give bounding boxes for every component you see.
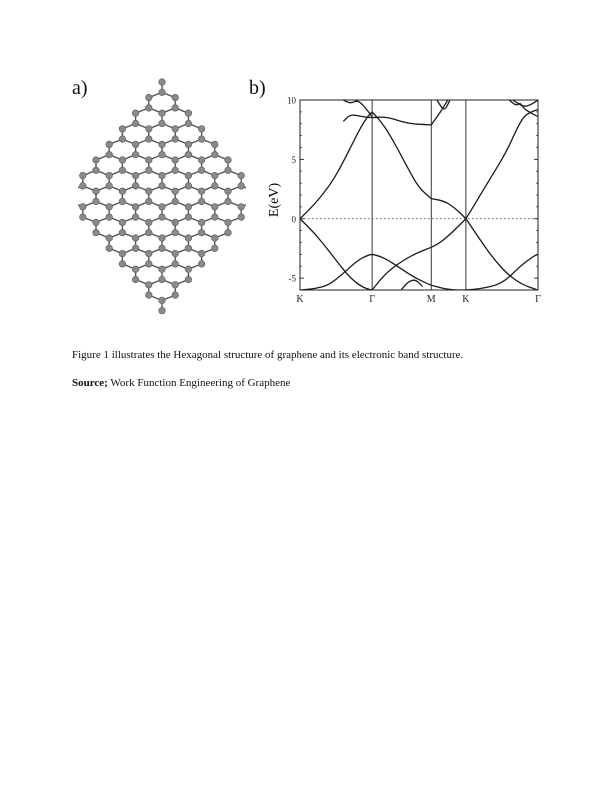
band-line-11	[343, 115, 431, 125]
chart-axes	[287, 96, 541, 306]
atom	[198, 136, 205, 143]
band-line-5	[431, 219, 466, 248]
atom	[146, 105, 153, 112]
atom	[172, 136, 179, 143]
k-point-label: Γ	[369, 294, 376, 305]
atom	[185, 204, 192, 211]
atom	[132, 204, 139, 211]
atom	[132, 110, 139, 117]
atom	[172, 219, 179, 226]
y-tick-label: 5	[291, 154, 296, 165]
k-point-label: Γ	[535, 294, 541, 305]
atom	[198, 157, 205, 164]
atom	[172, 94, 179, 101]
atom	[159, 110, 166, 117]
atom	[106, 214, 113, 221]
atom	[185, 183, 192, 190]
band-line-6	[466, 219, 538, 290]
atom	[172, 188, 179, 195]
atom	[172, 126, 179, 133]
atom	[106, 245, 113, 252]
lattice-atoms	[78, 79, 246, 314]
atom	[146, 261, 153, 268]
atom	[159, 245, 166, 252]
atom	[185, 141, 192, 148]
atom	[159, 89, 166, 96]
atom	[198, 198, 205, 205]
atom	[106, 235, 113, 242]
atom	[225, 198, 232, 205]
atom	[106, 141, 113, 148]
atom	[106, 151, 113, 158]
atom	[132, 172, 139, 179]
atom	[146, 188, 153, 195]
atom	[80, 172, 87, 179]
band-line-2	[401, 280, 423, 290]
atom	[172, 105, 179, 112]
atom	[146, 219, 153, 226]
atom	[225, 157, 232, 164]
atom	[172, 250, 179, 257]
atom	[146, 126, 153, 133]
atom	[119, 126, 126, 133]
atom	[132, 245, 139, 252]
atom	[146, 282, 153, 289]
atom	[185, 245, 192, 252]
band-structure-chart	[258, 92, 546, 314]
atom	[159, 266, 166, 273]
k-point-label: K	[296, 294, 304, 305]
atom	[119, 229, 126, 236]
atom	[93, 167, 100, 174]
atom	[146, 167, 153, 174]
atom	[132, 214, 139, 221]
atom	[198, 229, 205, 236]
atom	[146, 250, 153, 257]
atom	[185, 266, 192, 273]
atom	[119, 136, 126, 143]
atom	[212, 204, 219, 211]
atom	[225, 188, 232, 195]
atom	[132, 266, 139, 273]
panel-a-label: a)	[72, 77, 88, 99]
atom	[93, 157, 100, 164]
atom	[198, 188, 205, 195]
atom	[198, 126, 205, 133]
atom	[132, 141, 139, 148]
atom	[93, 188, 100, 195]
atom	[238, 204, 245, 211]
source-label: Source;	[72, 377, 108, 389]
atom	[106, 183, 113, 190]
atom	[93, 198, 100, 205]
atom	[212, 183, 219, 190]
atom	[225, 167, 232, 174]
atom	[212, 141, 219, 148]
atom	[185, 172, 192, 179]
figure-caption: Figure 1 illustrates the Hexagonal structure of graphene and its electronic band structure.	[72, 349, 464, 361]
atom	[159, 214, 166, 221]
atom	[132, 235, 139, 242]
k-point-label: M	[426, 294, 436, 305]
atom	[212, 235, 219, 242]
atom	[198, 167, 205, 174]
band-line-1	[431, 254, 538, 290]
atom	[93, 219, 100, 226]
atom	[212, 214, 219, 221]
atom	[159, 172, 166, 179]
atom	[159, 79, 166, 86]
atom	[146, 198, 153, 205]
atom	[159, 183, 166, 190]
atom	[146, 136, 153, 143]
graphene-lattice-icon	[78, 68, 246, 332]
atom	[225, 219, 232, 226]
atom	[106, 204, 113, 211]
atom	[198, 250, 205, 257]
atom	[106, 172, 113, 179]
atom	[225, 229, 232, 236]
atom	[146, 157, 153, 164]
band-curves	[300, 100, 538, 290]
atom	[80, 183, 87, 190]
atom	[172, 167, 179, 174]
atom	[185, 151, 192, 158]
atom	[132, 120, 139, 127]
atom	[159, 204, 166, 211]
atom	[159, 307, 166, 314]
atom	[119, 188, 126, 195]
panel-b-label: b)	[249, 77, 266, 99]
atom	[159, 276, 166, 283]
atom	[119, 250, 126, 257]
atom	[80, 204, 87, 211]
atom	[172, 198, 179, 205]
atom	[159, 235, 166, 242]
band-line-9	[431, 199, 466, 219]
atom	[212, 245, 219, 252]
atom	[159, 120, 166, 127]
atom	[198, 261, 205, 268]
atom	[198, 219, 205, 226]
atom	[93, 229, 100, 236]
atom	[172, 261, 179, 268]
band-line-13	[343, 100, 372, 117]
atom	[119, 219, 126, 226]
atom	[238, 183, 245, 190]
source-text: Work Function Engineering of Graphene	[107, 377, 291, 389]
atom	[212, 172, 219, 179]
atom	[119, 167, 126, 174]
source-line	[72, 376, 552, 390]
band-line-0	[300, 255, 431, 290]
atom	[132, 183, 139, 190]
atom	[80, 214, 87, 221]
atom	[159, 141, 166, 148]
atom	[185, 235, 192, 242]
atom	[146, 292, 153, 299]
atom	[172, 292, 179, 299]
atom	[159, 297, 166, 304]
y-tick-label: -5	[288, 273, 296, 284]
band-line-7	[300, 112, 372, 219]
atom	[132, 151, 139, 158]
atom	[146, 229, 153, 236]
band-line-10	[466, 110, 538, 219]
y-tick-label: 0	[291, 214, 296, 225]
atom	[212, 151, 219, 158]
atom	[172, 229, 179, 236]
atom	[119, 157, 126, 164]
atom	[238, 214, 245, 221]
y-axis-label: E(eV)	[267, 182, 282, 218]
atom	[119, 261, 126, 268]
atom	[238, 172, 245, 179]
atom	[172, 282, 179, 289]
atom	[185, 110, 192, 117]
atom	[185, 276, 192, 283]
atom	[185, 214, 192, 221]
plot-frame	[300, 100, 538, 290]
atom	[159, 151, 166, 158]
atom	[172, 157, 179, 164]
atom	[185, 120, 192, 127]
k-point-label: K	[462, 294, 470, 305]
atom	[146, 94, 153, 101]
atom	[119, 198, 126, 205]
y-tick-label: 10	[287, 95, 296, 106]
atom	[132, 276, 139, 283]
